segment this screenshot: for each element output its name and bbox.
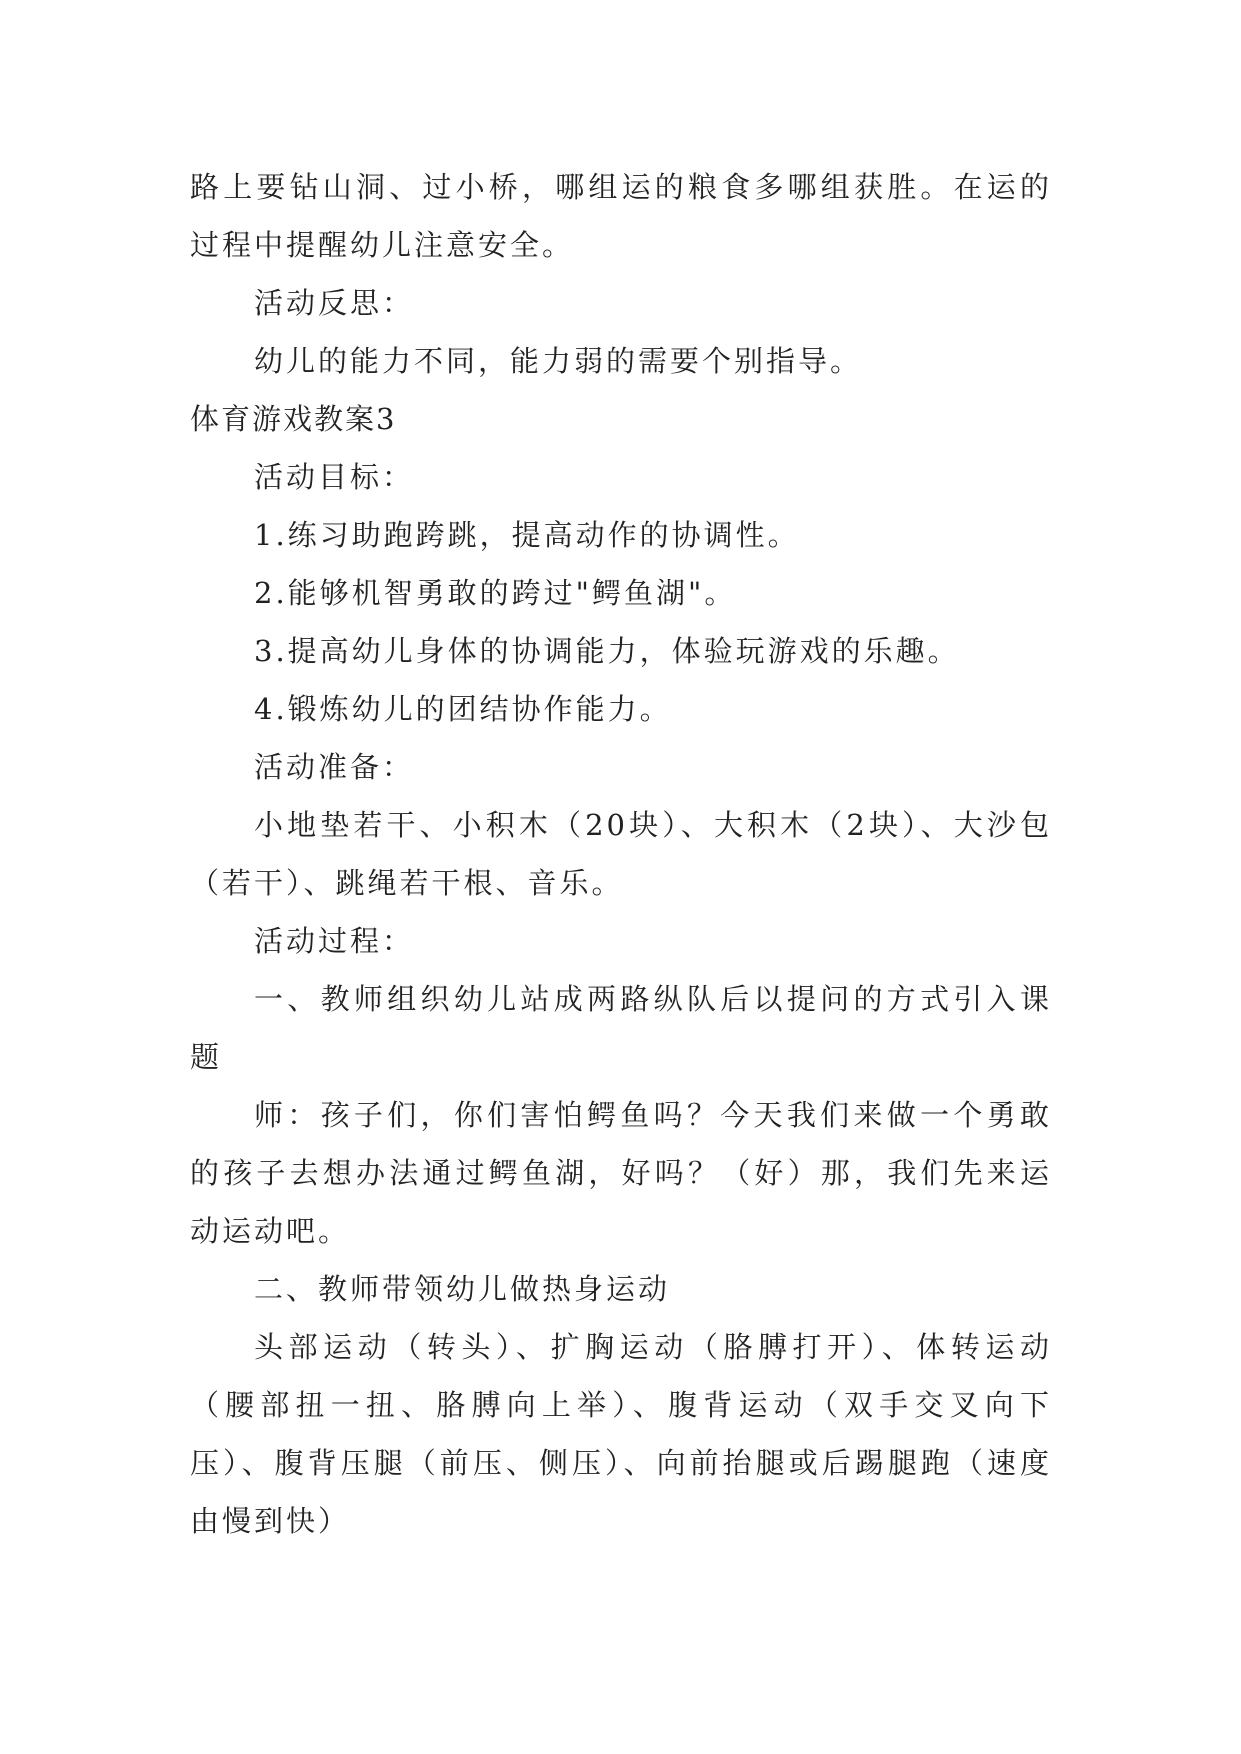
- paragraph: 路上要钻山洞、过小桥，哪组运的粮食多哪组获胜。在运的过程中提醒幼儿注意安全。: [190, 170, 1052, 262]
- paragraph: 头部运动（转头）、扩胸运动（胳膊打开）、体转运动（腰部扭一扭、胳膊向上举）、腹背运动（双手交叉向下压）、腹背压腿（前压、侧压）、向前抬腿或后踢腿跑（速度由慢到快）: [190, 1330, 1052, 1538]
- goal-item: 3.提高幼儿身体的协调能力，体验玩游戏的乐趣。: [254, 634, 960, 668]
- paragraph: 师：孩子们，你们害怕鳄鱼吗？今天我们来做一个勇敢的孩子去想办法通过鳄鱼湖，好吗？（好）那，我们先来运动运动吧。: [190, 1098, 1052, 1248]
- goal-item: 4.锻炼幼儿的团结协作能力。: [254, 692, 672, 726]
- paragraph: 小地垫若干、小积木（20块）、大积木（2块）、大沙包（若干）、跳绳若干根、音乐。: [190, 808, 1052, 900]
- section-label-preparation: 活动准备：: [254, 750, 415, 784]
- section-title: 体育游戏教案3: [190, 402, 397, 436]
- goal-item: 1.练习助跑跨跳，提高动作的协调性。: [254, 518, 800, 552]
- paragraph: 一、教师组织幼儿站成两路纵队后以提问的方式引入课题: [190, 982, 1052, 1074]
- paragraph: 二、教师带领幼儿做热身运动: [254, 1272, 671, 1306]
- section-label-goals: 活动目标：: [254, 460, 415, 494]
- paragraph: 幼儿的能力不同，能力弱的需要个别指导。: [254, 344, 863, 378]
- section-label-reflection: 活动反思：: [254, 286, 415, 320]
- document-body: [190, 158, 1052, 1550]
- goal-item: 2.能够机智勇敢的跨过"鳄鱼湖"。: [254, 576, 737, 610]
- section-label-process: 活动过程：: [254, 924, 415, 958]
